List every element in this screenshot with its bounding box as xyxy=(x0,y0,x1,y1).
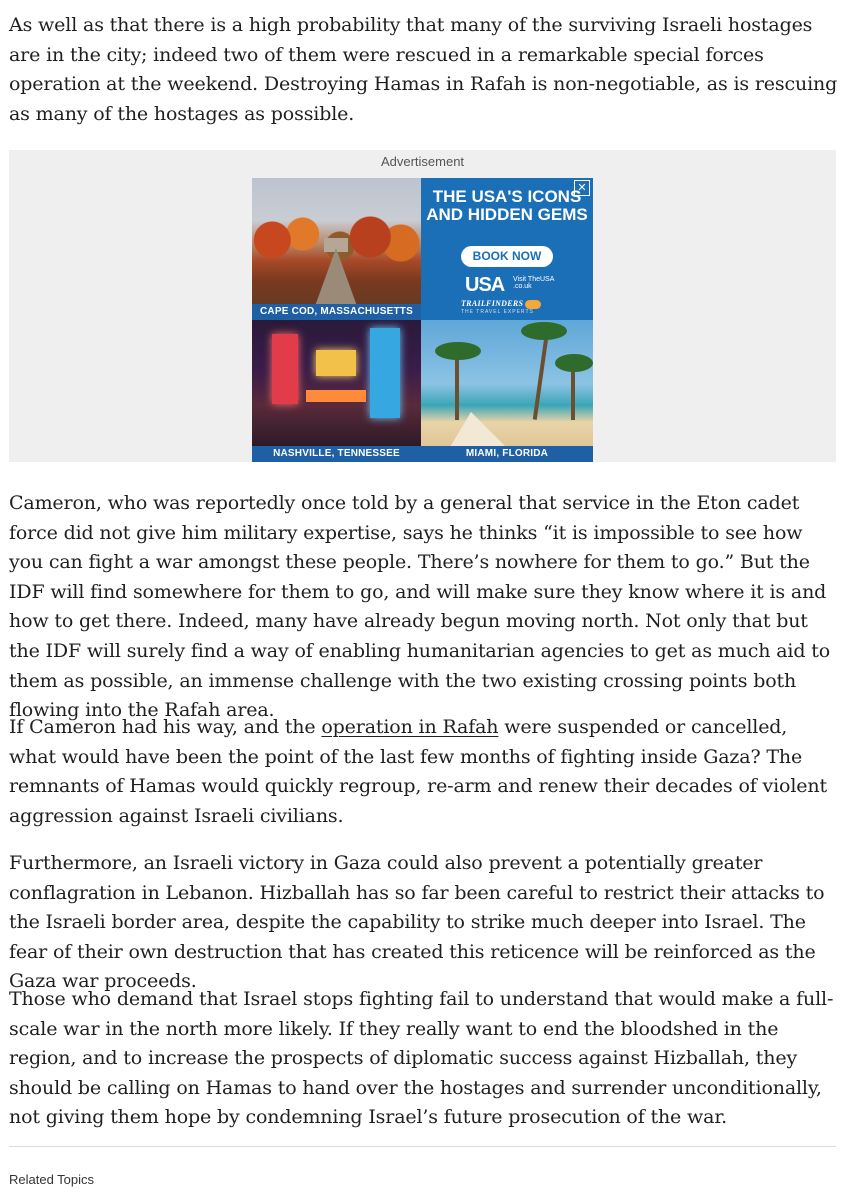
advertisement-container xyxy=(9,150,836,462)
book-now-button[interactable]: BOOK NOW xyxy=(461,246,553,267)
ad-headline: THE USA'S ICONS AND HIDDEN GEMS xyxy=(426,187,588,224)
cape-cod-caption: CAPE COD, MASSACHUSETTS xyxy=(252,304,421,320)
operation-in-rafah-link[interactable]: operation in Rafah xyxy=(321,716,499,738)
trailfinders-arrow-icon xyxy=(525,300,541,309)
advertisement-label: Advertisement xyxy=(380,154,465,169)
miami-photo[interactable] xyxy=(421,320,593,462)
article-paragraph: Those who demand that Israel stops fighting fail to understand that would make a full-scale war in the north more likely. If they really want to end the bloodshed in the region, and to increase the prospects of diplomatic success against Hizballah, they should be calling on Hamas to hand over the hostages and surrender unconditionally, not giving them hope by condemning Israel’s future prosecution of the war. xyxy=(9,988,834,1129)
advertisement-banner[interactable] xyxy=(252,178,593,462)
miami-caption: MIAMI, FLORIDA xyxy=(421,446,593,462)
trailfinders-tagline: THE TRAVEL EXPERTS xyxy=(461,309,534,315)
visit-usa-text: Visit TheUSA .co.uk xyxy=(513,276,554,290)
nashville-photo[interactable] xyxy=(252,320,421,462)
related-topics-heading: Related Topics xyxy=(9,1172,95,1187)
article-paragraph: As well as that there is a high probability that many of the surviving Israeli hostages are in the city; indeed two of them were rescued in a remarkable special forces operation at the weekend. Destroying Hamas in Rafah is non-negotiable, as is rescuing as many of the hostages as possible. xyxy=(9,14,838,125)
usa-promo-panel[interactable] xyxy=(421,178,593,320)
section-divider xyxy=(9,1146,836,1147)
article-paragraph: Furthermore, an Israeli victory in Gaza could also prevent a potentially greater conflagration in Lebanon. Hizballah has so far been careful to restrict their attacks to the Israeli border area, despite the capability to strike much deeper into Israel. The fear of their own destruction that has created this reticence will be reinforced as the Gaza war proceeds. xyxy=(9,852,825,993)
cape-cod-photo[interactable] xyxy=(252,178,421,320)
visit-usa-logo: USA xyxy=(465,274,505,296)
trailfinders-logo: TRAILFINDERS xyxy=(461,299,541,309)
article-paragraph: Cameron, who was reportedly once told by a general that service in the Eton cadet force did not give him military expertise, says he thinks “it is impossible to see how you can fight a war amongst these people. There’s nowhere for them to go.” But the IDF will find somewhere for them to go, and will make sure they know where it is and how to get there. Indeed, many have already begun moving north. Not only that but the IDF will surely find a way of enabling humanitarian agencies to get as much aid to them as possible, an immense challenge with the two existing crossing points both flowing into the Rafah area. xyxy=(9,492,831,722)
article-paragraph: If Cameron had his way, and the operation in Rafah were suspended or cancelled, what would have been the point of the last few months of fighting inside Gaza? The remnants of Hamas would quickly regroup, re-arm and renew their decades of violent aggression against Israeli civilians. xyxy=(9,716,827,827)
nashville-caption: NASHVILLE, TENNESSEE xyxy=(252,446,421,462)
close-icon[interactable]: ✕ xyxy=(574,180,590,196)
